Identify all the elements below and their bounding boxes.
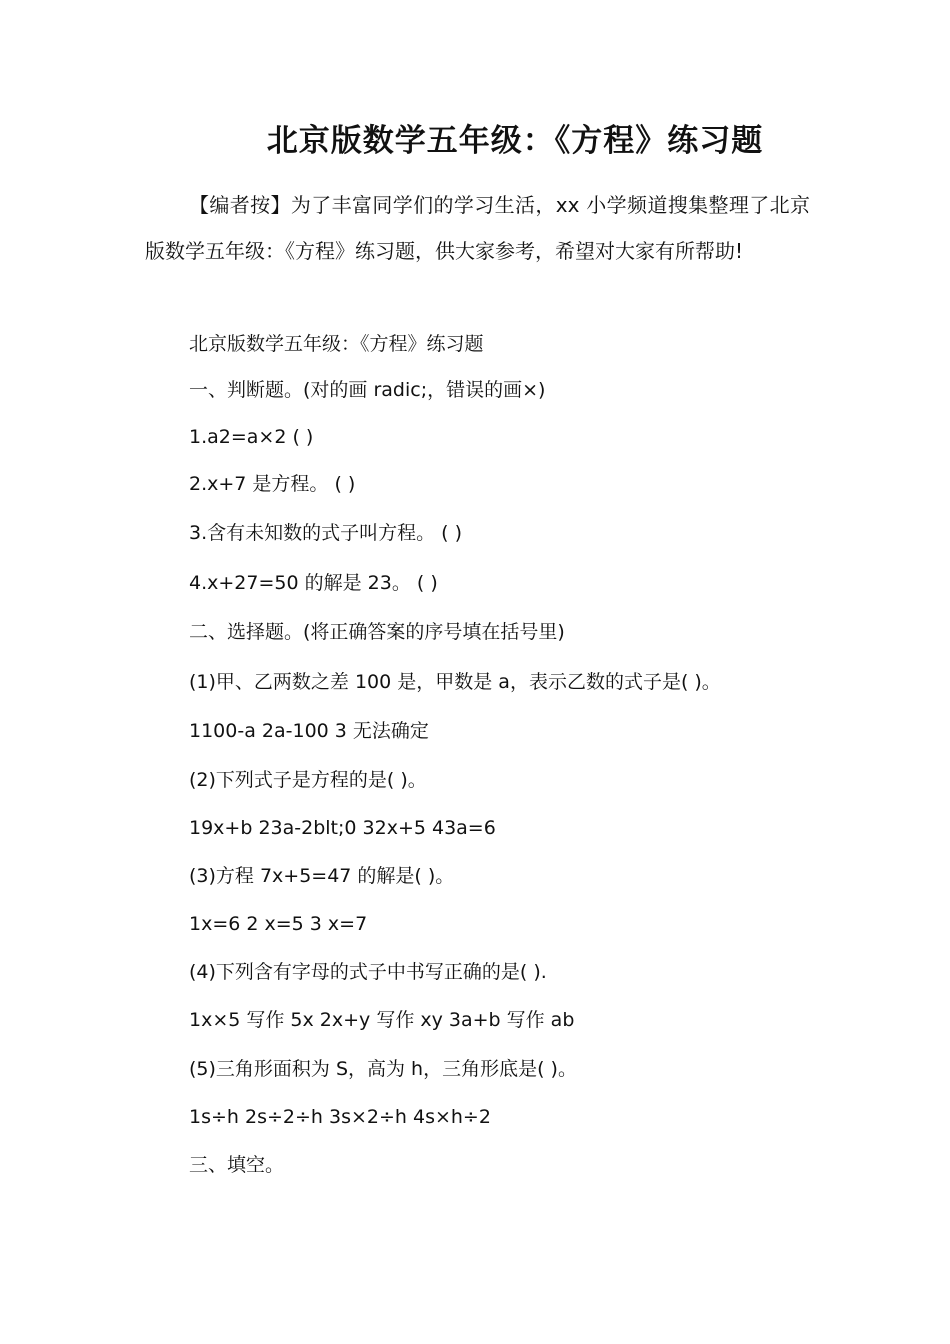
section-heading-choice: 二、选择题。(将正确答案的序号填在括号里): [189, 621, 565, 643]
question-line: 3.含有未知数的式子叫方程。 ( ): [189, 522, 463, 544]
answer-options-line: 1s÷h 2s÷2÷h 3s×2÷h 4s×h÷2: [189, 1106, 491, 1128]
subtitle-line: 北京版数学五年级：《方程》练习题: [189, 333, 484, 355]
answer-options-line: 1x=6 2 x=5 3 x=7: [189, 913, 368, 935]
question-line: (4)下列含有字母的式子中书写正确的是( ).: [189, 961, 547, 983]
answer-options-line: 1100-a 2a-100 3 无法确定: [189, 720, 429, 742]
answer-options-line: 19x+b 23a-2blt;0 32x+5 43a=6: [189, 817, 496, 839]
question-line: (2)下列式子是方程的是( )。: [189, 769, 427, 791]
question-line: (1)甲、乙两数之差 100 是，甲数是 a，表示乙数的式子是( )。: [189, 671, 721, 693]
document-title: 北京版数学五年级：《方程》练习题: [266, 123, 764, 159]
question-line: 4.x+27=50 的解是 23。 ( ): [189, 572, 438, 594]
section-heading-judgment: 一、判断题。(对的画 radic;，错误的画×): [189, 379, 546, 401]
editor-note-paragraph: 【编者按】为了丰富同学们的学习生活，xx 小学频道搜集整理了北京版数学五年级：《方程》练习题，供大家参考，希望对大家有所帮助!: [145, 193, 810, 263]
question-line: (5)三角形面积为 S，高为 h，三角形底是( )。: [189, 1058, 577, 1080]
question-line: 2.x+7 是方程。 ( ): [189, 473, 356, 495]
section-heading-fill-blank: 三、填空。: [189, 1154, 285, 1176]
question-line: (3)方程 7x+5=47 的解是( )。: [189, 865, 455, 887]
question-line: 1.a2=a×2 ( ): [189, 426, 314, 448]
answer-options-line: 1x×5 写作 5x 2x+y 写作 xy 3a+b 写作 ab: [189, 1009, 575, 1031]
